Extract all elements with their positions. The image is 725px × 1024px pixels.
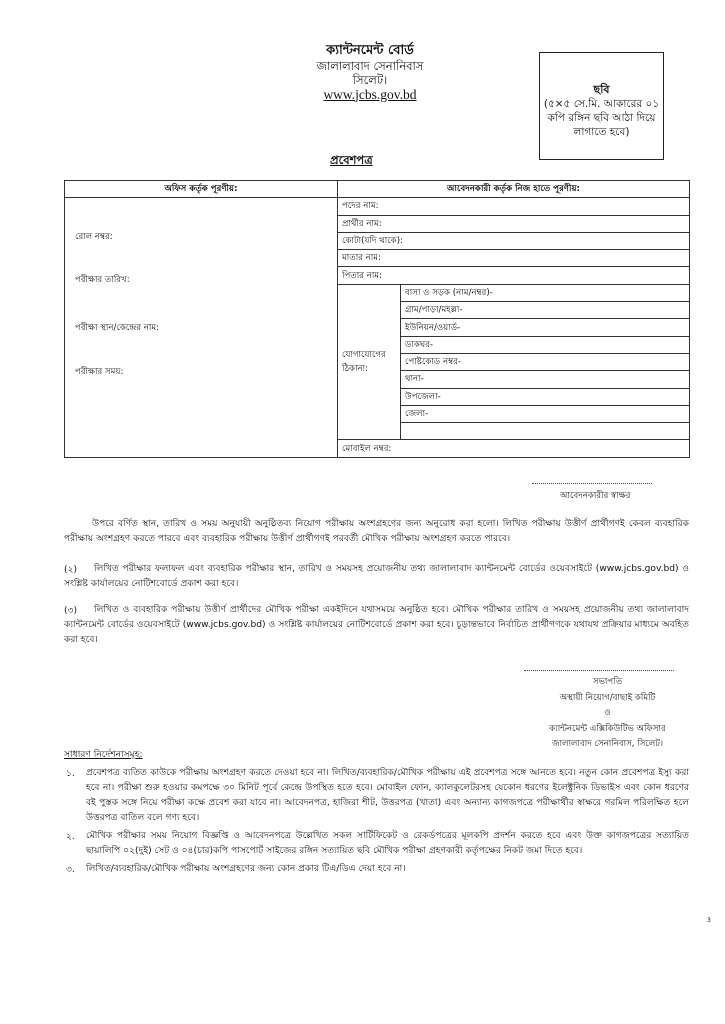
- photo-label: ছবি: [593, 83, 610, 96]
- instruction-2: মৌখিক পরীক্ষার সময় নিয়োগ বিজ্ঞপ্তি ও আবেদনপত্রে উল্লেখিত সকল সার্টিফিকেট ও রেকর্ডপত্রের মূলকপি প্রদর্শন করতে হবে এবং উক্ত কাগজপত্রের সত্যায়িত ছায়ালিপি ০২(দুই) সেট ও ০৪(চার)কপি পাসপোর্ট সাইজের রঙ্গিন সত্যায়িত ছবি মৌখিক পরীক্ষা গ্রহণকারী কর্তৃপক্ষের নিকট জমা দিতে হবে।: [86, 831, 689, 856]
- roll-number-label: রোল নম্বর:: [75, 232, 113, 243]
- chairman-title: সভাপতি: [592, 677, 623, 687]
- exam-date-label: পরীক্ষার তারিখ:: [75, 275, 130, 286]
- applicant-signature-line: [532, 483, 652, 484]
- contact-label-2: ঠিকানা:: [342, 364, 369, 375]
- chairman-signature-line: [524, 670, 674, 671]
- photo-line-1: (৫×৫ সে.মি. আকারের ০১: [543, 98, 660, 110]
- instruction-2-number: ২.: [66, 832, 75, 842]
- thana-field[interactable]: থানা-: [401, 371, 690, 388]
- district-field[interactable]: জেলা-: [401, 405, 690, 422]
- paragraph-2: লিখিত পরীক্ষার ফলাফল এবং ব্যবহারিক পরীক্ষার স্থান, তারিখ ও সময়সহ প্রয়োজনীয় তথ্য জালালাবাদ ক্যান্টনমেন্ট বোর্ডের ওয়েবসাইটে (www.jcbs.gov.bd) ও সংশ্লিষ্ট কার্যালয়ের নোটিশবোর্ডে প্রকাশ করা হবে।: [64, 564, 689, 589]
- chairman-location: জালালাবাদ সেনানিবাস, সিলেট।: [551, 739, 664, 749]
- exam-center-label: পরীক্ষা স্থান/কেন্দ্রের নাম:: [75, 323, 160, 334]
- instruction-3-number: ৩.: [66, 865, 75, 875]
- website-link[interactable]: www.jcbs.gov.bd: [323, 86, 417, 102]
- admit-card-form: [64, 180, 690, 458]
- quota-field[interactable]: কোটা(যদি থাকে):: [338, 232, 690, 249]
- contact-label-1: যোগাযোগের: [342, 350, 386, 361]
- post-name-field[interactable]: পদের নাম:: [338, 198, 690, 215]
- org-header: [300, 44, 440, 102]
- address-spacer: [401, 423, 690, 440]
- instruction-1: প্রবেশপত্র ব্যতিত কাউকে পরীক্ষায় অংশগ্রহণ করতে দেওয়া হবে না। লিখিত/ব্যবহারিক/মৌখিক পরীক্ষায় এই প্রবেশপত্র সঙ্গে আনতে হবে। নতুন কোন প্রবেশপত্র ইস্যু করা হবে না। পরীক্ষা শুরু হওয়ার কমপক্ষে ৩০ মিনিট পূর্বে কেন্দ্রে উপস্থিত হতে হবে। মোবাইল ফোন, ক্যালকুলেটরসহ যেকোন ধরণের ইলেক্ট্রনিক ডিভাইস এবং কোন ধরণের বই পুস্তক সঙ্গে নিয়ে পরীক্ষা কক্ষে প্রবেশ করা যাবে না। আবেদনপত্র, হাজিরা শীট, উত্তরপত্র (খাতা) এবং অন্যান্য কাগজপত্রে পরীক্ষার্থীর স্বাক্ষরে গরমিল পরিলক্ষিত হলে উত্তরপত্র বাতিল বলে গণ্য হবে।: [86, 768, 689, 823]
- address-line-2: সিলেট।: [352, 73, 388, 87]
- upazila-field[interactable]: উপজেলা-: [401, 388, 690, 405]
- chairman-and: ও: [604, 708, 611, 718]
- contact-address-label: [338, 284, 401, 440]
- post-office-field[interactable]: ডাকঘর-: [401, 336, 690, 353]
- document-title: প্রবেশপত্র: [330, 153, 373, 167]
- applicant-signature-label: আবেদনকারীর স্বাক্ষর: [560, 491, 631, 501]
- office-section: [65, 198, 338, 457]
- father-name-field[interactable]: পিতার নাম:: [338, 267, 690, 284]
- instruction-1-number: ১.: [66, 769, 75, 779]
- union-ward-field[interactable]: ইউনিয়ন/ওয়ার্ড-: [401, 319, 690, 336]
- photo-box: [539, 52, 664, 160]
- paragraph-1: উপরে বর্ণিত স্থান, তারিখ ও সময় অনুযায়ী অনুষ্ঠিতব্য নিয়োগ পরীক্ষায় অংশগ্রহণের জন্য অনুরোধ করা হলো। লিখিত পরীক্ষায় উত্তীর্ণ প্রার্থীগণই কেবল ব্যবহারিক পরীক্ষায় অংশগ্রহণ করতে পারবে এবং ব্যবহারিক পরীক্ষায় উত্তীর্ণ প্রার্থীগণই পরবর্তী মৌখিক পরীক্ষায় অংশগ্রহণ করতে পারবে।: [64, 519, 689, 544]
- photo-line-3: লাগাতে হবে): [573, 126, 630, 138]
- paragraph-2-number: (২): [64, 565, 78, 575]
- page-number: 3: [707, 917, 711, 924]
- village-field[interactable]: গ্রাম/পাড়া/মহল্লা-: [401, 302, 690, 319]
- postcode-field[interactable]: পোষ্টকোড নম্বর-: [401, 353, 690, 370]
- paragraph-3: লিখিত ও ব্যবহারিক পরীক্ষায় উত্তীর্ণ প্রার্থীদের মৌখিক পরীক্ষা একইদিনে যথাসময়ে অনুষ্ঠিত হবে। মৌখিক পরীক্ষার তারিখ ও সময়সহ প্রয়োজনীয় তথ্য জালালাবাদ ক্যান্টনমেন্ট বোর্ডের ওয়েবসাইটে (www.jcbs.gov.bd) ও সংশ্লিষ্ট কার্যালয়ের নোটিশবোর্ডে প্রকাশ করা হবে। চূড়ান্তভাবে নির্বাচিত প্রার্থীগণকে যথাযথ প্রক্রিয়ার মাধ্যমে অবহিত করা হবে।: [64, 605, 689, 645]
- house-road-field[interactable]: বাসা ও সড়ক (নাম/নম্বর)-: [401, 284, 690, 301]
- applicant-header: আবেদনকারী কর্তৃক নিজ হাতে পূরণীয়:: [338, 181, 690, 198]
- instruction-3: লিখিত/ব্যবহারিক/মৌখিক পরীক্ষায় অংশগ্রহণের জন্য কোন প্রকার টিএ/ডিএ দেয়া হবে না।: [86, 864, 406, 874]
- mobile-number-field[interactable]: মোবাইল নম্বর:: [338, 440, 690, 457]
- address-line-1: জালালাবাদ সেনানিবাস: [316, 58, 424, 73]
- photo-line-2: কপি রঙ্গিন ছবি আঠা দিয়ে: [547, 112, 656, 124]
- exam-time-label: পরীক্ষার সময়:: [75, 367, 124, 378]
- chairman-officer: ক্যান্টনমেন্ট এক্সিকিউটিভ অফিসার: [549, 723, 666, 734]
- chairman-block: [520, 675, 695, 753]
- chairman-committee: অস্থায়ী নিয়োগ/বাছাই কমিটি: [559, 692, 656, 703]
- office-header: অফিস কর্তৃক পূরণীয়:: [65, 181, 338, 198]
- paragraph-3-number: (৩): [64, 606, 78, 616]
- mother-name-field[interactable]: মাতার নাম:: [338, 250, 690, 267]
- org-name: ক্যান্টনমেন্ট বোর্ড: [326, 43, 414, 58]
- instructions-heading: সাধারণ নির্দেশনাসমূহ:: [64, 750, 143, 760]
- candidate-name-field[interactable]: প্রার্থীর নাম:: [338, 215, 690, 232]
